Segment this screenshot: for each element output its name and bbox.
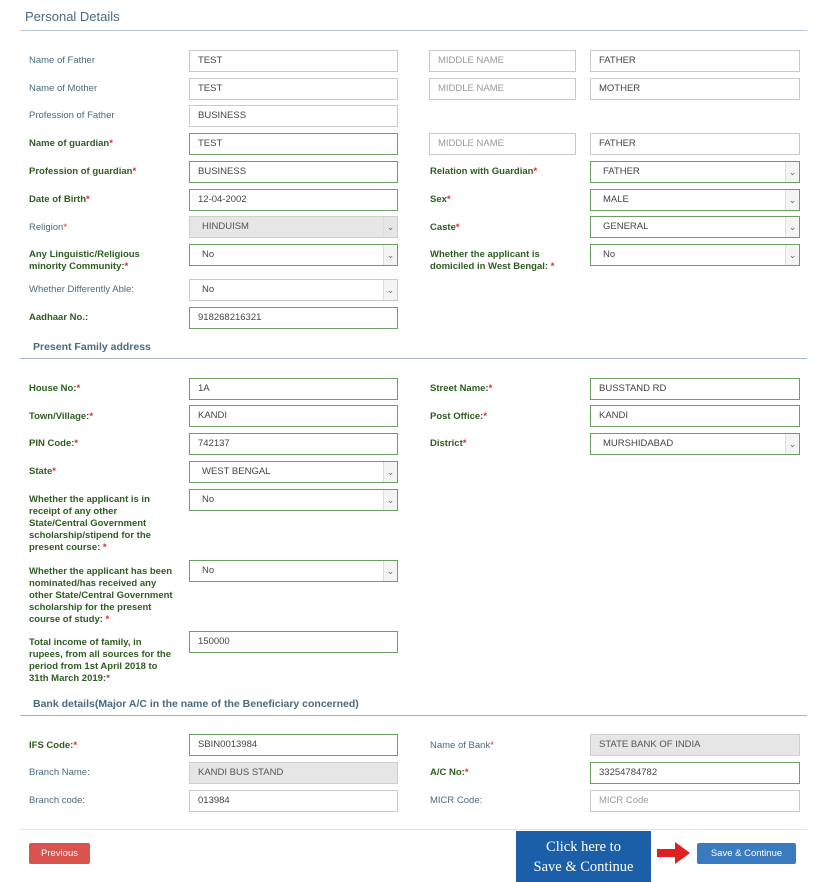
divider (20, 715, 807, 716)
aadhaar-input[interactable]: 918268216321 (189, 307, 398, 329)
branch-name-input[interactable]: KANDI BUS STAND (189, 762, 398, 784)
guardian-first-name-input[interactable]: TEST (189, 133, 398, 155)
domicile-value: No (603, 249, 616, 260)
nominated-value: No (202, 565, 215, 576)
guardian-profession-input[interactable]: BUSINESS (189, 161, 398, 183)
family-income-label: Total income of family, in rupees, from all sources for the period from 1st April 2018 to 31th March 2019:* (29, 637, 172, 684)
post-office-input[interactable]: KANDI (590, 405, 800, 427)
relation-select[interactable] (590, 161, 800, 183)
father-profession-input[interactable]: BUSINESS (189, 105, 398, 127)
guardian-name-label: Name of guardian* (29, 138, 113, 149)
state-select[interactable] (189, 461, 398, 483)
micr-code-input[interactable]: MICR Code (590, 790, 800, 812)
religion-select[interactable] (189, 216, 398, 238)
mother-first-name-input[interactable]: TEST (189, 78, 398, 100)
domicile-select[interactable] (590, 244, 800, 266)
chevron-down-icon: ⌄ (383, 245, 397, 265)
differently-able-label: Whether Differently Able: (29, 284, 134, 295)
nominated-label: Whether the applicant has been nominated/has received any other State/Central Government scholarship for the present course of study: * (29, 566, 173, 625)
father-last-name-input[interactable]: FATHER (590, 50, 800, 72)
chevron-down-icon: ⌄ (383, 561, 397, 581)
caste-select[interactable] (590, 216, 800, 238)
pin-code-input[interactable]: 742137 (189, 433, 398, 455)
religion-value: HINDUISM (202, 221, 249, 232)
callout-line-2: Save & Continue (533, 859, 634, 875)
other-scholarship-select[interactable] (189, 489, 398, 511)
district-label: District* (430, 438, 467, 449)
dob-input[interactable]: 12-04-2002 (189, 189, 398, 211)
ifs-code-input[interactable]: SBIN0013984 (189, 734, 398, 756)
district-value: MURSHIDABAD (603, 438, 674, 449)
nominated-select[interactable] (189, 560, 398, 582)
save-callout (516, 831, 651, 882)
guardian-profession-label: Profession of guardian* (29, 166, 137, 177)
street-name-input[interactable]: BUSSTAND RD (590, 378, 800, 400)
save-continue-button[interactable]: Save & Continue (697, 843, 796, 864)
relation-value: FATHER (603, 166, 640, 177)
town-input[interactable]: KANDI (189, 405, 398, 427)
bank-section-title: Bank details(Major A/C in the name of the Beneficiary concerned) (33, 698, 359, 710)
chevron-down-icon: ⌄ (383, 280, 397, 300)
account-no-input[interactable]: 33254784782 (590, 762, 800, 784)
family-income-input[interactable]: 150000 (189, 631, 398, 653)
chevron-down-icon: ⌄ (785, 162, 799, 182)
chevron-down-icon: ⌄ (383, 217, 397, 237)
branch-code-label: Branch code: (29, 795, 85, 806)
house-no-label: House No:* (29, 383, 81, 394)
house-no-input[interactable]: 1A (189, 378, 398, 400)
state-label: State* (29, 466, 56, 477)
post-office-label: Post Office:* (430, 411, 488, 422)
town-label: Town/Village:* (29, 411, 94, 422)
caste-label: Caste* (430, 222, 460, 233)
previous-button[interactable]: Previous (29, 843, 90, 864)
other-scholarship-label: Whether the applicant is in receipt of any other State/Central Government scholarship/stipend for the present course: * (29, 494, 151, 553)
branch-name-label: Branch Name: (29, 767, 90, 778)
religion-label: Religion* (29, 222, 68, 233)
street-name-label: Street Name:* (430, 383, 493, 394)
guardian-last-name-input[interactable]: FATHER (590, 133, 800, 155)
district-select[interactable] (590, 433, 800, 455)
chevron-down-icon: ⌄ (383, 462, 397, 482)
differently-able-value: No (202, 284, 215, 295)
ifs-code-label: IFS Code:* (29, 740, 78, 751)
divider (20, 30, 807, 31)
relation-label: Relation with Guardian* (430, 166, 538, 177)
aadhaar-label: Aadhaar No.: (29, 312, 89, 323)
caste-value: GENERAL (603, 221, 649, 232)
address-section-title: Present Family address (33, 341, 151, 353)
pin-code-label: PIN Code:* (29, 438, 79, 449)
chevron-down-icon: ⌄ (785, 217, 799, 237)
father-profession-label: Profession of Father (29, 110, 115, 121)
bank-name-label: Name of Bank* (430, 740, 494, 751)
mother-middle-name-input[interactable]: MIDDLE NAME (429, 78, 576, 100)
sex-value: MALE (603, 194, 629, 205)
chevron-down-icon: ⌄ (785, 190, 799, 210)
account-no-label: A/C No:* (430, 767, 469, 778)
domicile-label: Whether the applicant is domiciled in West Bengal: * (430, 249, 555, 272)
bank-name-input[interactable]: STATE BANK OF INDIA (590, 734, 800, 756)
sex-label: Sex* (430, 194, 451, 205)
arrow-right-icon (657, 842, 691, 864)
divider (20, 358, 807, 359)
dob-label: Date of Birth* (29, 194, 90, 205)
guardian-middle-name-input[interactable]: MIDDLE NAME (429, 133, 576, 155)
chevron-down-icon: ⌄ (383, 490, 397, 510)
state-value: WEST BENGAL (202, 466, 271, 477)
chevron-down-icon: ⌄ (785, 245, 799, 265)
mother-name-label: Name of Mother (29, 83, 98, 94)
branch-code-input[interactable]: 013984 (189, 790, 398, 812)
divider (20, 829, 807, 830)
personal-details-title: Personal Details (25, 9, 120, 24)
micr-code-label: MICR Code: (430, 795, 483, 806)
father-first-name-input[interactable]: TEST (189, 50, 398, 72)
chevron-down-icon: ⌄ (785, 434, 799, 454)
father-middle-name-input[interactable]: MIDDLE NAME (429, 50, 576, 72)
minority-select[interactable] (189, 244, 398, 266)
other-scholarship-value: No (202, 494, 215, 505)
sex-select[interactable] (590, 189, 800, 211)
minority-label: Any Linguistic/Religious minority Community:* (29, 249, 140, 272)
minority-value: No (202, 249, 215, 260)
callout-line-1: Click here to (546, 839, 621, 855)
father-name-label: Name of Father (29, 55, 95, 66)
differently-able-select[interactable] (189, 279, 398, 301)
mother-last-name-input[interactable]: MOTHER (590, 78, 800, 100)
